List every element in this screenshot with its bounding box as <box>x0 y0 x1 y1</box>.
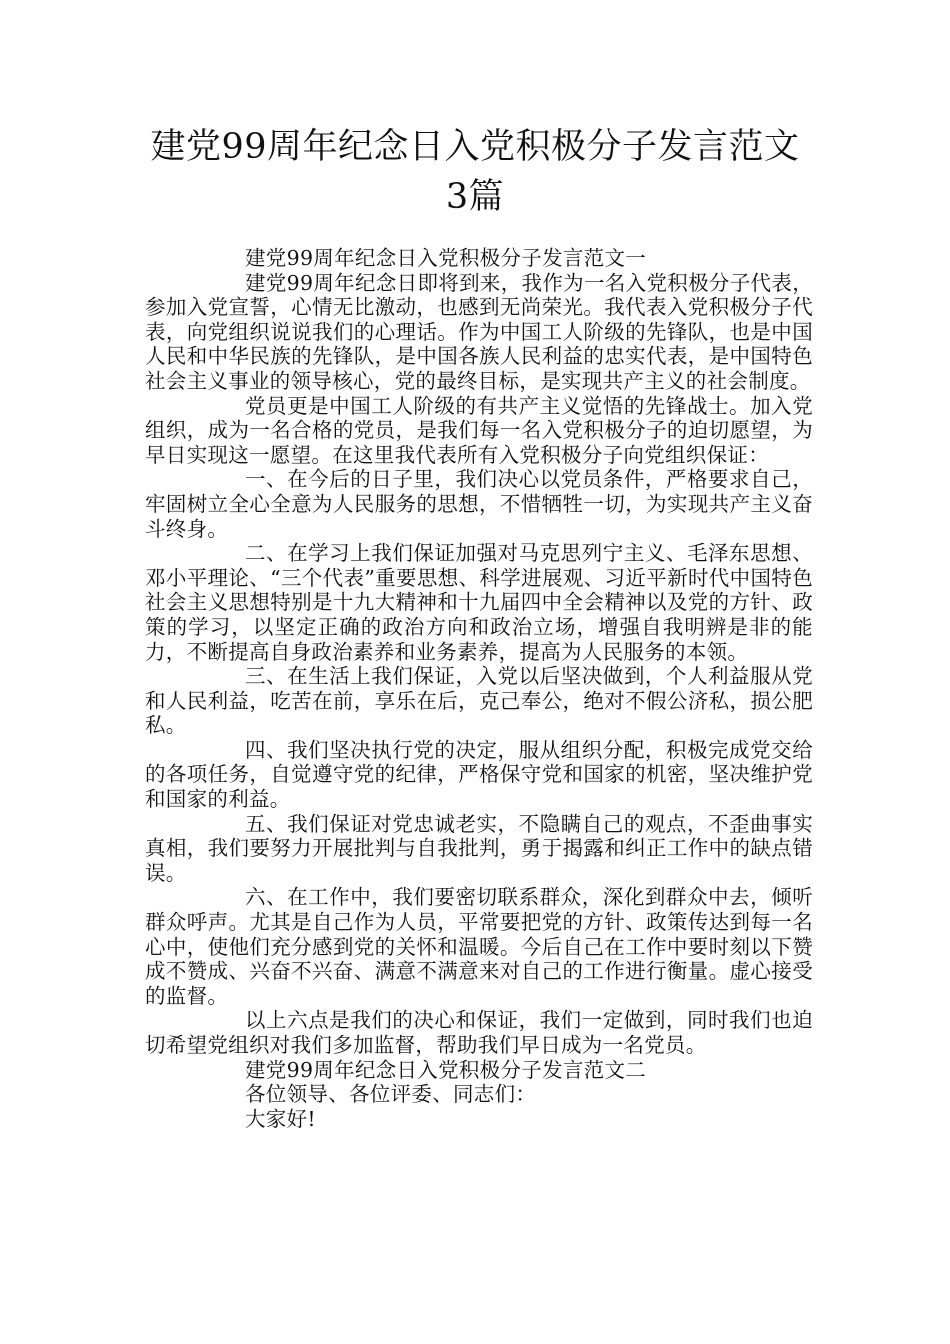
paragraph-point-6: 六、在工作中，我们要密切联系群众，深化到群众中去，倾听群众呼声。尤其是自己作为人员，平常要把党的方针、政策传达到每一名心中，使他们充分感到党的关怀和温暖。今后自己在工作中要时刻以下赞成不赞成、兴奋不兴奋、满意不满意来对自己的工作进行衡量。虚心接受的监督。 <box>145 885 813 1008</box>
paragraph-point-4: 四、我们坚决执行党的决定，服从组织分配，积极完成党交给的各项任务，自觉遵守党的纪律，严格保守党和国家的机密，坚决维护党和国家的利益。 <box>145 737 813 812</box>
paragraph-conclusion: 以上六点是我们的决心和保证，我们一定做到，同时我们也迫切希望党组织对我们多加监督，帮助我们早日成为一名党员。 <box>145 1008 813 1057</box>
document-body <box>145 246 813 1131</box>
salutation: 各位领导、各位评委、同志们： <box>245 1082 537 1107</box>
paragraph-point-1: 一、在今后的日子里，我们决心以党员条件，严格要求自己，牢固树立全心全意为人民服务的思想，不惜牺牲一切，为实现共产主义奋斗终身。 <box>145 467 813 541</box>
title-line-2: 3篇 <box>445 177 505 217</box>
paragraph-point-2: 二、在学习上我们保证加强对马克思列宁主义、毛泽东思想、邓小平理论、“三个代表”重要思想、科学进展观、习近平新时代中国特色社会主义思想特别是十九大精神和十九届四中全会精神以及党的方针、政策的学习，以坚定正确的政治方向和政治立场，增强自我明辨是非的能力，不断提高自身政治素养和业务素养，提高为人民服务的本领。 <box>145 541 813 664</box>
paragraph-point-5: 五、我们保证对党忠诚老实，不隐瞒自己的观点，不歪曲事实真相，我们要努力开展批判与自我批判，勇于揭露和纠正工作中的缺点错误。 <box>145 811 813 885</box>
paragraph-pledge: 党员更是中国工人阶级的有共产主义觉悟的先锋战士。加入党组织，成为一名合格的党员，是我们每一名入党积极分子的迫切愿望，为早日实现这一愿望。在这里我代表所有入党积极分子向党组织保证： <box>145 393 813 467</box>
paragraph-point-3: 三、在生活上我们保证，入党以后坚决做到，个人利益服从党和人民利益，吃苦在前，享乐在后，克己奉公，绝对不假公济私，损公肥私。 <box>145 664 813 738</box>
title-line-1: 建党99周年纪念日入党积极分子发言范文 <box>150 127 800 167</box>
section-heading-2: 建党99周年纪念日入党积极分子发言范文二 <box>245 1057 647 1082</box>
paragraph-intro: 建党99周年纪念日即将到来，我作为一名入党积极分子代表，参加入党宣誓，心情无比激动，也感到无尚荣光。我代表入党积极分子代表，向党组织说说我们的心理话。作为中国工人阶级的先锋队，也是中国人民和中华民族的先锋队，是中国各族人民利益的忠实代表，是中国特色社会主义事业的领导核心，党的最终目标，是实现共产主义的社会制度。 <box>145 270 813 393</box>
greeting: 大家好! <box>245 1106 316 1131</box>
document-title <box>100 122 850 222</box>
section-heading-1: 建党99周年纪念日入党积极分子发言范文一 <box>245 246 647 270</box>
